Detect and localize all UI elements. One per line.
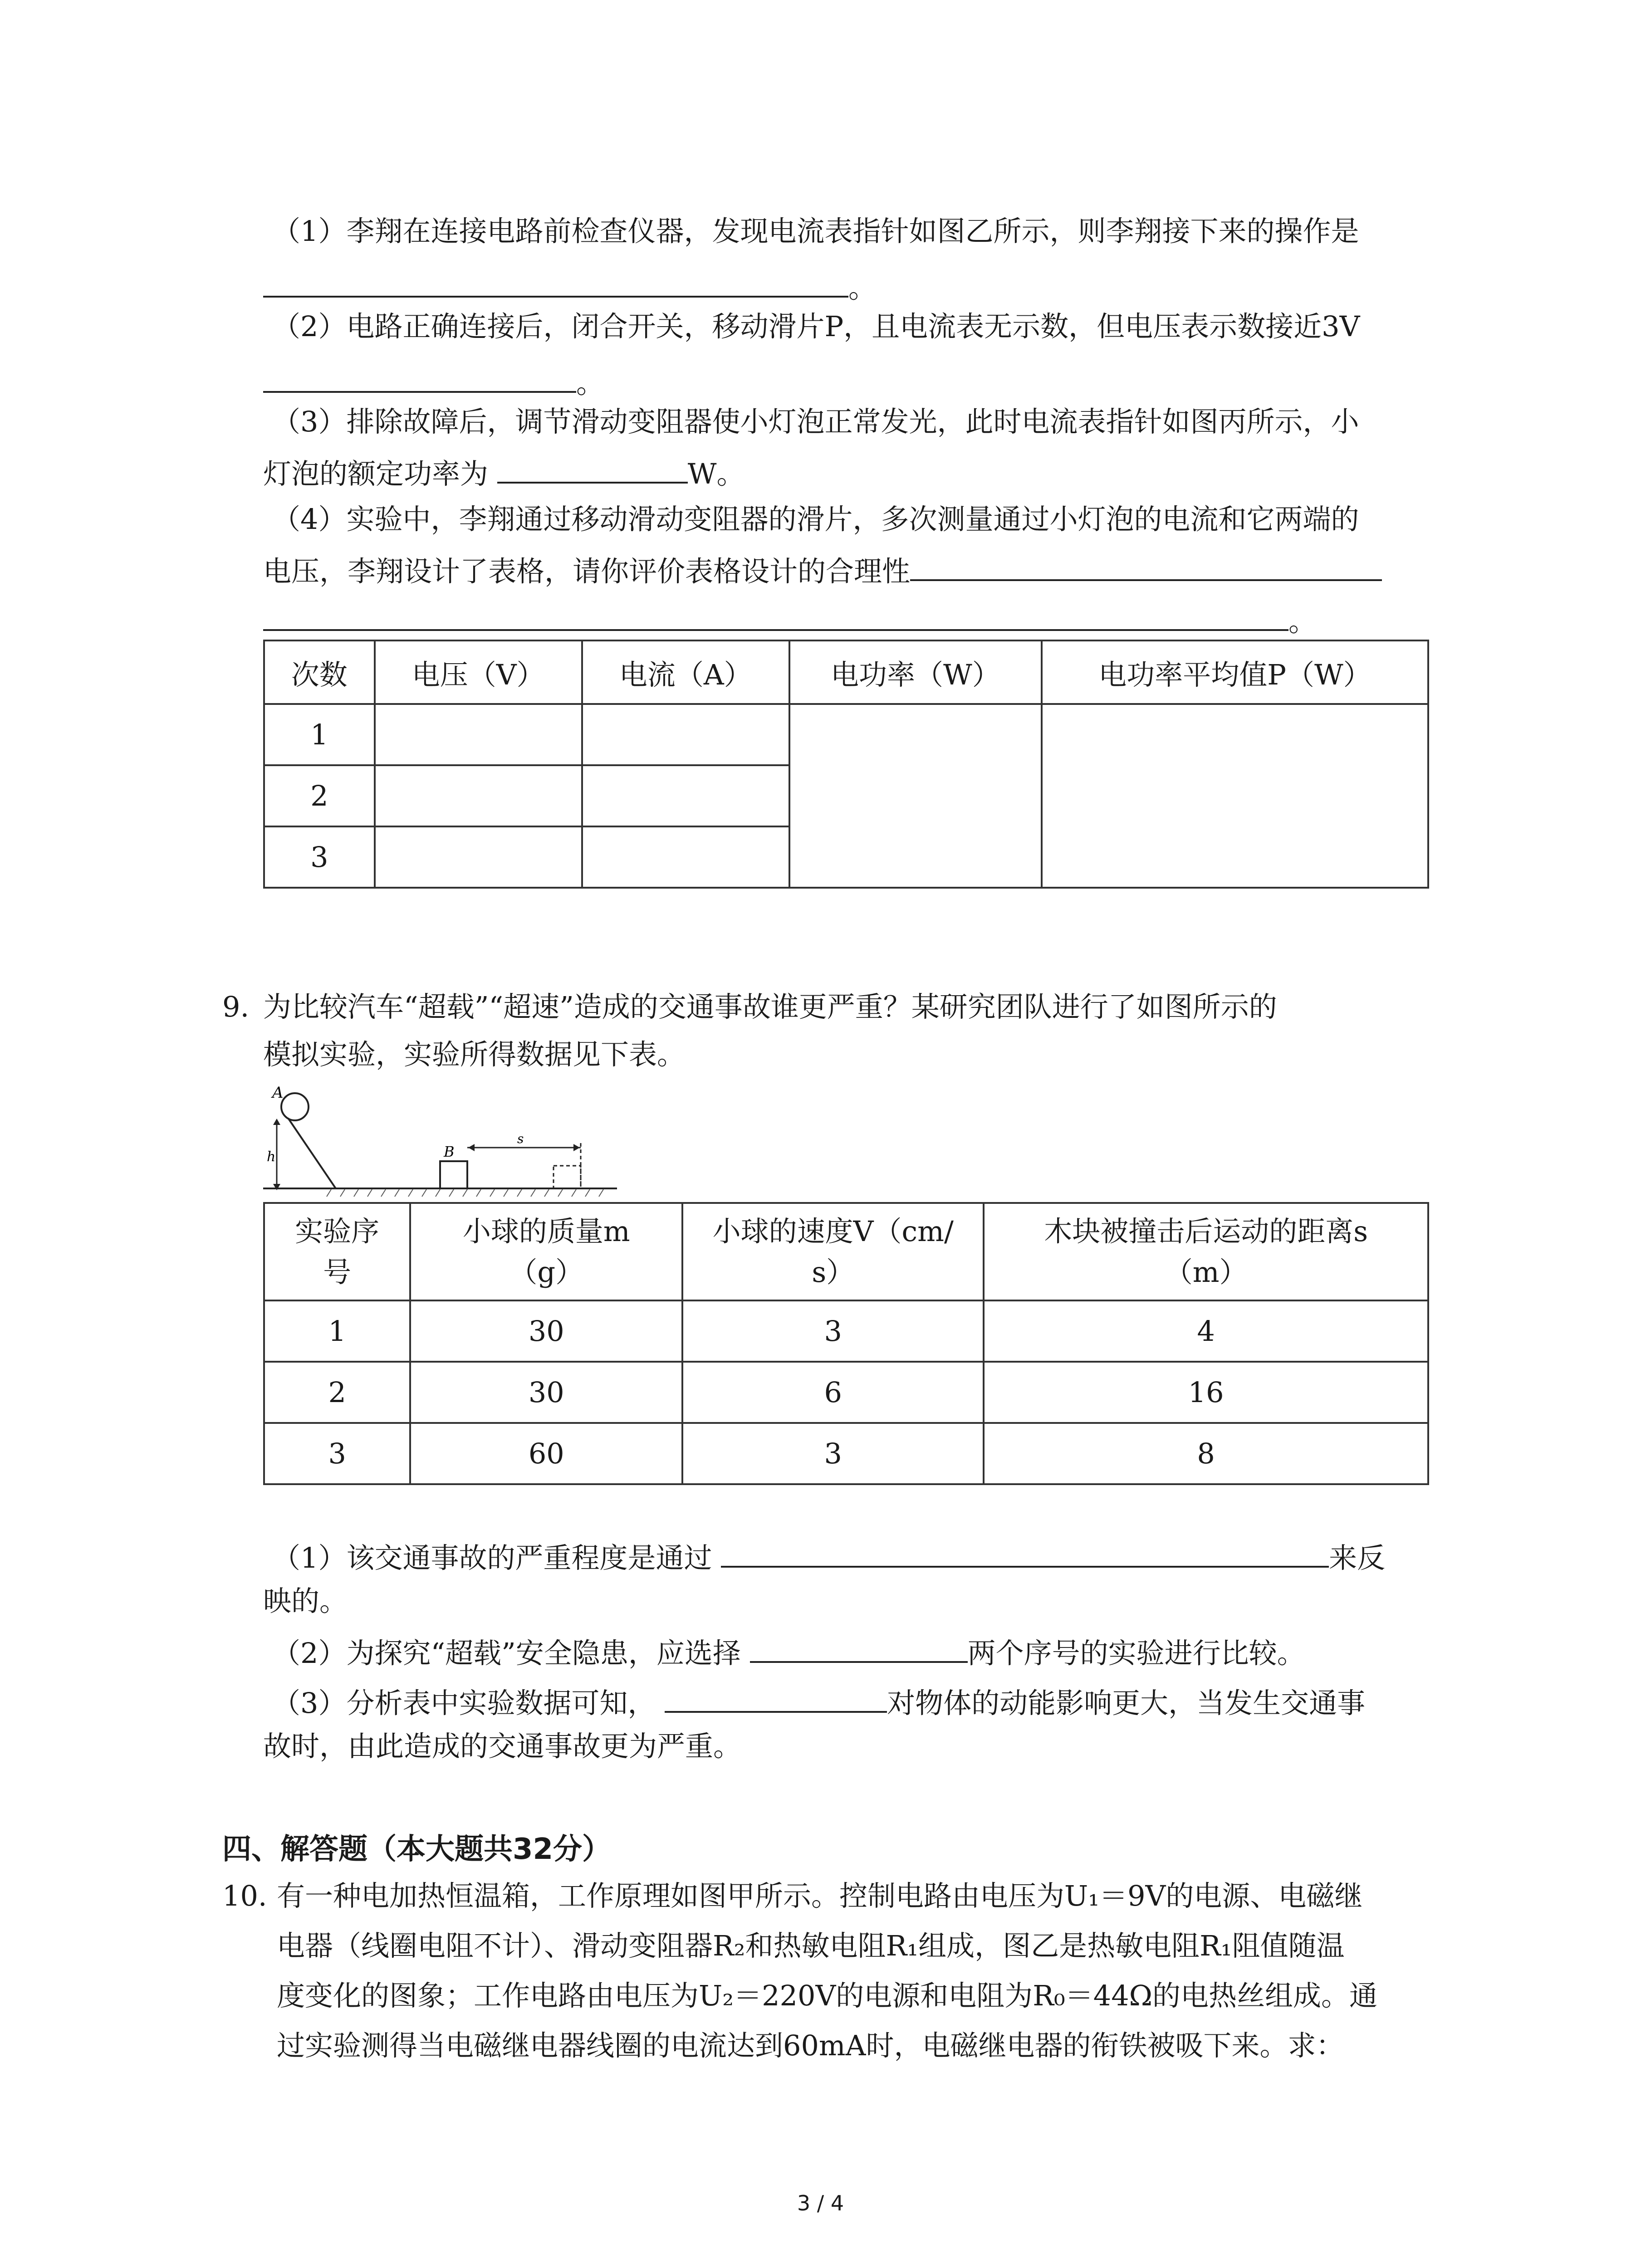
answer-blank[interactable]	[665, 1683, 887, 1713]
table-cell: 4	[984, 1300, 1428, 1362]
label-s: s	[517, 1131, 524, 1146]
answer-blank[interactable]	[263, 601, 1288, 631]
block-b-shape	[440, 1161, 467, 1188]
q9-part1-line2: 映的。	[263, 1584, 348, 1618]
table-row	[264, 1362, 1428, 1423]
answer-blank[interactable]	[750, 1633, 968, 1663]
answer-blank[interactable]	[263, 363, 576, 393]
answer-blank[interactable]	[721, 1538, 1329, 1568]
table-cell: 2	[264, 1362, 410, 1423]
table-header: 电功率平均值P（W）	[1042, 640, 1428, 704]
table-cell: 60	[410, 1423, 682, 1484]
table-cell: 30	[410, 1300, 682, 1362]
table-header: 实验序 号	[264, 1203, 410, 1300]
page-number: 3 / 4	[797, 2191, 844, 2215]
table-cell[interactable]	[582, 826, 789, 888]
table-cell: 30	[410, 1362, 682, 1423]
label-b: B	[444, 1143, 455, 1160]
question-number: 9.	[222, 990, 250, 1023]
q9-part3-line1: （3）分析表中实验数据可知， 对物体的动能影响更大，当发生交通事	[272, 1683, 1365, 1721]
table-cell[interactable]	[582, 765, 789, 826]
answer-blank[interactable]	[497, 454, 688, 484]
q8-data-table	[263, 640, 1429, 889]
table-cell[interactable]	[582, 704, 789, 765]
q8-part2-answer-line: 。	[263, 363, 604, 401]
q8-part2-line1: （2）电路正确连接后，闭合开关，移动滑片P，且电流表无示数，但电压表示数接近3V	[272, 310, 1360, 343]
table-cell[interactable]	[375, 826, 582, 888]
q8-part4-line1: （4）实验中，李翔通过移动滑动变阻器的滑片，多次测量通过小灯泡的电流和它两端的	[272, 503, 1359, 536]
table-header: 电压（V）	[375, 640, 582, 704]
table-row	[264, 1423, 1428, 1484]
q8-part4-line2: 电压，李翔设计了表格，请你评价表格设计的合理性	[263, 551, 1382, 590]
q8-part3-line2: 灯泡的额定功率为 W。	[263, 454, 745, 492]
q9-data-table	[263, 1202, 1429, 1485]
table-header: 电功率（W）	[789, 640, 1042, 704]
q9-part3-line2: 故时，由此造成的交通事故更为严重。	[263, 1730, 742, 1763]
table-cell: 16	[984, 1362, 1428, 1423]
q8-part1-answer-line: 。	[263, 268, 877, 306]
ball-shape	[281, 1093, 309, 1120]
q9-part1-line1: （1）该交通事故的严重程度是通过 来反	[272, 1538, 1385, 1576]
table-header: 木块被撞击后运动的距离s （m）	[984, 1203, 1428, 1300]
q8-part3-line1: （3）排除故障后，调节滑动变阻器使小灯泡正常发光，此时电流表指针如图丙所示，小	[272, 405, 1359, 438]
q10-line4: 过实验测得当电磁继电器线圈的电流达到60mA时，电磁继电器的衔铁被吸下来。求：	[277, 2029, 1344, 2062]
table-cell[interactable]	[1042, 704, 1428, 888]
table-cell: 3	[682, 1300, 984, 1362]
table-cell: 2	[264, 765, 375, 826]
q9-stem-line1: 为比较汽车“超载”“超速”造成的交通事故谁更严重？某研究团队进行了如图所示的	[263, 990, 1277, 1023]
q10-line3: 度变化的图象；工作电路由电压为U₂＝220V的电源和电阻为R₀＝44Ω的电热丝组成。通	[277, 1979, 1378, 2012]
table-header: 次数	[264, 640, 375, 704]
table-header: 小球的质量m （g）	[410, 1203, 682, 1300]
table-cell: 3	[682, 1423, 984, 1484]
table-cell[interactable]	[375, 765, 582, 826]
table-cell[interactable]	[375, 704, 582, 765]
table-header: 小球的速度V（cm/ s）	[682, 1203, 984, 1300]
table-cell[interactable]	[789, 704, 1042, 888]
table-header: 电流（A）	[582, 640, 789, 704]
answer-blank[interactable]	[263, 268, 848, 298]
q8-part4-answer-line: 。	[263, 601, 1317, 640]
section-heading: 四、解答题（本大题共32分）	[222, 1833, 612, 1866]
q9-experiment-figure	[263, 1084, 626, 1202]
answer-blank[interactable]	[910, 551, 1382, 581]
table-row	[264, 1300, 1428, 1362]
table-cell: 3	[264, 826, 375, 888]
q9-part2-line: （2）为探究“超载”安全隐患，应选择 两个序号的实验进行比较。	[272, 1633, 1305, 1672]
q10-line2: 电器（线圈电阻不计）、滑动变阻器R₂和热敏电阻R₁组成，图乙是热敏电阻R₁阻值随温	[277, 1929, 1345, 1962]
q10-line1: 有一种电加热恒温箱，工作原理如图甲所示。控制电路由电压为U₁＝9V的电源、电磁继	[277, 1879, 1363, 1912]
table-cell: 1	[264, 704, 375, 765]
table-cell: 8	[984, 1423, 1428, 1484]
label-h: h	[267, 1149, 276, 1165]
table-cell: 3	[264, 1423, 410, 1484]
q8-part1-line1: （1）李翔在连接电路前检查仪器，发现电流表指针如图乙所示，则李翔接下来的操作是	[272, 215, 1359, 248]
question-number: 10.	[222, 1879, 267, 1912]
table-cell: 6	[682, 1362, 984, 1423]
table-cell: 1	[264, 1300, 410, 1362]
q9-stem-line2: 模拟实验，实验所得数据见下表。	[263, 1038, 686, 1071]
label-a: A	[272, 1084, 284, 1102]
